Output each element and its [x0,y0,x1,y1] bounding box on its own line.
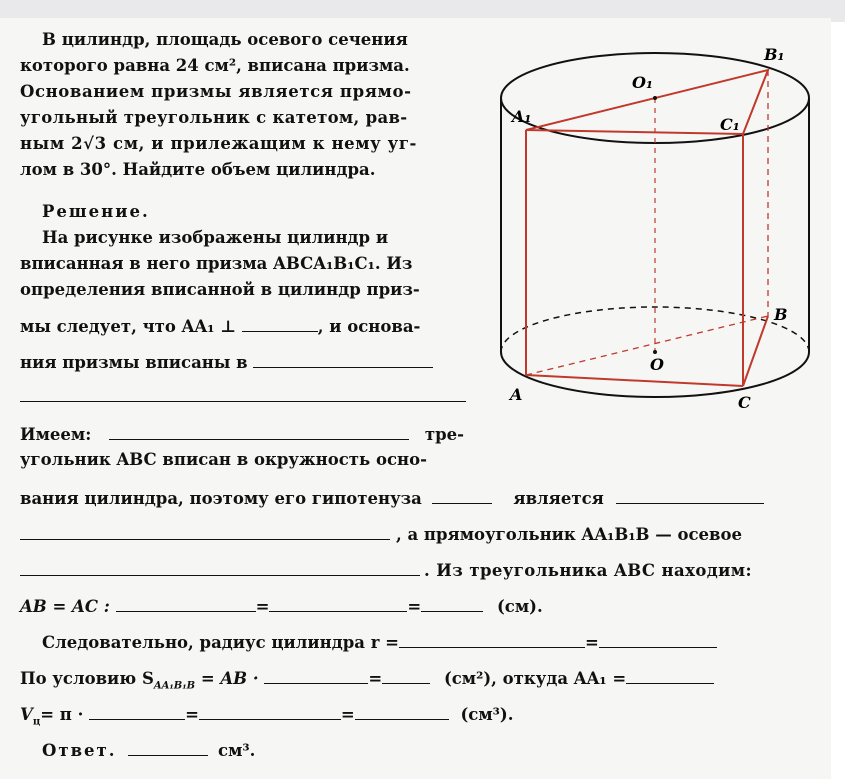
line10-text: , а прямоугольник AA₁B₁B — осевое [396,525,743,544]
edge-a-b [526,316,768,375]
line13-text: Следовательно, радиус цилиндра r = [42,633,399,652]
solution-line-1: На рисунке изображены цилиндр и [42,228,389,247]
label-b1: B₁ [764,45,785,64]
eq-sign-2: = [407,597,422,616]
solution-line-4 [20,316,420,337]
solution-line-12 [20,596,543,617]
blank-inscribed-in[interactable] [253,352,433,368]
line5-text: ния призмы вписаны в [20,353,248,372]
line4-text: мы следует, что AA₁ ⊥ [20,317,237,336]
textbook-page [0,18,831,779]
blank-aa1[interactable] [626,668,714,684]
edge-a-c [526,375,743,386]
solution-line-10 [20,524,742,545]
unit-cm: (см). [497,597,543,616]
line4-end: , и основа- [317,317,421,336]
line14-subscript: AA₁B₁B [153,680,196,692]
solution-line-15 [20,704,513,732]
unit-cm2: (см²), откуда AA₁ = [443,669,627,688]
solution-line-7 [20,424,464,445]
line12-text: AB = AC : [20,597,110,616]
line9-mid: является [513,489,604,508]
eq-sign-3: = [584,633,599,652]
blank-r-2[interactable] [599,632,717,648]
solution-line-8: угольник ABC вписан в окружность осно- [20,450,427,469]
problem-line-5: ным 2√3 см, и прилежащим к нему уг- [20,134,417,153]
answer-unit: см³. [218,741,256,760]
eq-sign-1: = [255,597,270,616]
blank-ab-3[interactable] [421,596,483,612]
blank-s-2[interactable] [382,668,430,684]
line7-end: тре- [424,425,464,444]
blank-ab-1[interactable] [116,596,256,612]
blank-v-2[interactable] [199,704,341,720]
solution-heading: Решение. [42,202,150,221]
label-c1: C₁ [720,115,740,134]
point-o [653,350,657,354]
solution-line-11 [20,560,752,581]
line7-text: Имеем: [20,425,92,444]
answer-line [42,740,255,761]
label-o: O [650,355,664,374]
blank-ab-2[interactable] [269,596,407,612]
blank-is[interactable] [616,488,764,504]
blank-r-1[interactable] [399,632,585,648]
problem-line-6: лом в 30°. Найдите объем цилиндра. [20,160,376,179]
label-c: C [738,393,751,410]
blank-hypotenuse[interactable] [432,488,492,504]
blank-answer[interactable] [128,740,208,756]
label-a: A [510,385,523,404]
blank-line-10[interactable] [20,524,390,540]
blank-line-11[interactable] [20,560,420,576]
answer-label: Ответ. [42,741,117,760]
line11-text: . Из треугольника ABC находим: [424,561,752,580]
eq-sign-6: = [340,705,355,724]
solution-line-14 [20,668,714,696]
blank-aa1-perp[interactable] [242,316,318,332]
cylinder-prism-figure [490,30,830,410]
eq-sign-4: = [368,669,383,688]
problem-line-2: которого равна 24 см², вписана призма. [20,56,410,75]
eq-sign-5: = [185,705,199,724]
blank-full-line[interactable] [20,401,466,402]
blank-v-1[interactable] [89,704,185,720]
line15-eq: = π · [40,705,84,724]
unit-cm3: (см³). [460,705,514,724]
line14-eq: = AB · [200,669,259,688]
solution-line-5 [20,352,433,373]
label-a1: A₁ [512,107,532,126]
solution-line-9 [20,488,764,509]
label-o1: O₁ [632,73,653,92]
label-b: B [774,305,788,324]
solution-line-3: определения вписанной в цилиндр приз- [20,280,420,299]
line15-subscript: ц [32,716,41,728]
problem-line-3: Основанием призмы является прямо- [20,82,412,101]
solution-line-13 [42,632,717,653]
blank-have[interactable] [109,424,409,440]
line9-text: вания цилиндра, поэтому его гипотенуза [20,489,422,508]
problem-line-1: В цилиндр, площадь осевого сечения [42,30,408,49]
line14-text: По условию S [20,669,154,688]
edge-c-b [743,316,768,386]
line15-v: V [20,705,33,724]
point-o1 [653,96,657,100]
blank-s-1[interactable] [264,668,368,684]
problem-line-4: угольный треугольник с катетом, рав- [20,108,408,127]
blank-v-3[interactable] [355,704,449,720]
solution-line-2: вписанная в него призма ABCA₁B₁C₁. Из [20,254,413,273]
